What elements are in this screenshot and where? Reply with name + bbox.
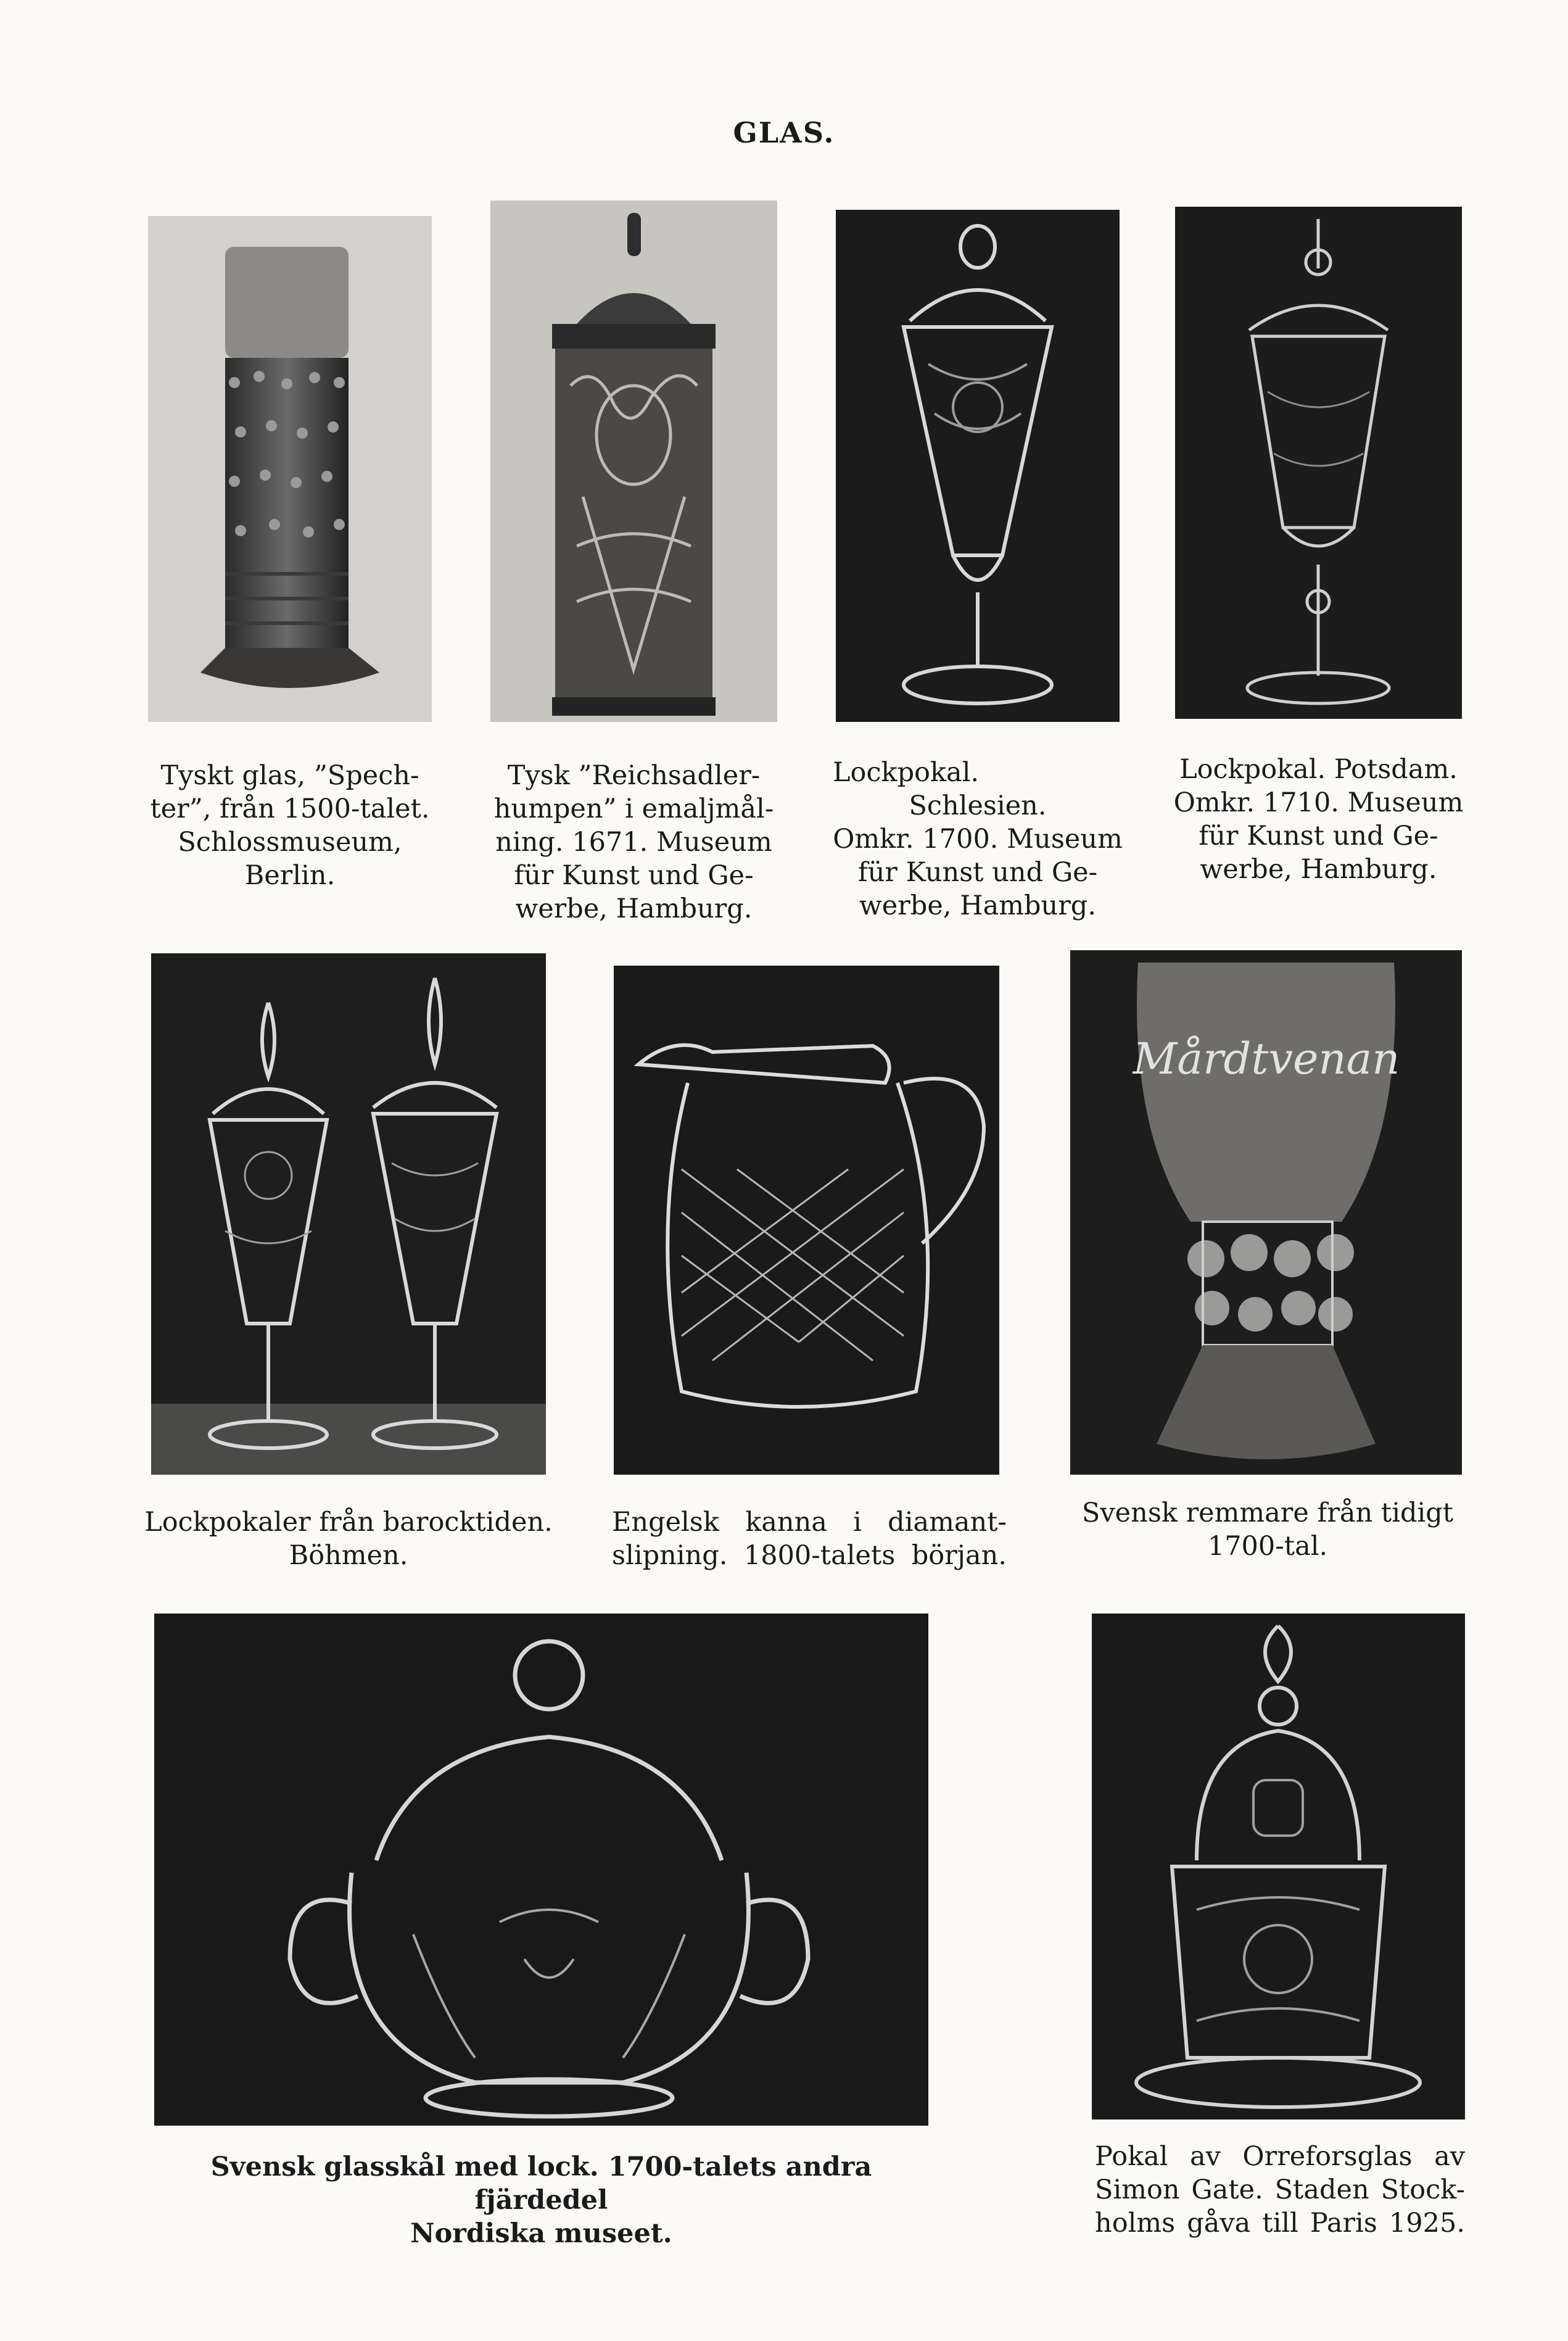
caption-kanna: Engelsk kanna i diamant- slipning. 1800-talets början.: [612, 1507, 1007, 1571]
roemer-engraving-text: Mårdtvenan: [1133, 1034, 1400, 1084]
orrefors-pokal-photo: [1092, 1614, 1465, 2119]
cut-glass-jug-photo: [614, 966, 999, 1475]
caption-orrefors: Pokal av Orreforsglas av Simon Gate. Staden Stock- holms gåva till Paris 1925.: [1095, 2141, 1465, 2239]
caption-specht: Tyskt glas, ”Spech- ter”, från 1500-talet. Schlossmuseum, Berlin.: [150, 760, 430, 891]
lidded-bowl-photo: [154, 1614, 928, 2126]
caption-bohmen: Lockpokaler från barocktiden. Böhmen.: [144, 1507, 553, 1571]
lidded-humpen-photo: [490, 201, 777, 722]
caption-remmare: Svensk remmare från tidigt 1700-tal.: [1081, 1498, 1454, 1562]
caption-humpen: Tysk ”Reichsadler- humpen” i emaljmål- ning. 1671. Museum für Kunst und Ge- werbe, Hamburg.: [493, 760, 774, 924]
lidded-goblet-photo: [836, 210, 1120, 722]
lidded-goblet-photo: [1175, 207, 1462, 719]
tall-glass-photo: [148, 216, 432, 722]
caption-glasskal: Svensk glasskål med lock. 1700-talets andra fjärdedel Nordiska museet.: [210, 2152, 872, 2249]
caption-schlesien: Lockpokal. Schlesien. Omkr. 1700. Museum für Kunst und Ge- werbe, Hamburg.: [833, 757, 1123, 921]
page-title: GLAS.: [733, 116, 835, 149]
two-lidded-goblets-photo: [151, 953, 546, 1475]
engraved-roemer-photo: [1070, 950, 1462, 1475]
caption-potsdam: Lockpokal. Potsdam. Omkr. 1710. Museum für Kunst und Ge- werbe, Hamburg.: [1173, 754, 1464, 885]
